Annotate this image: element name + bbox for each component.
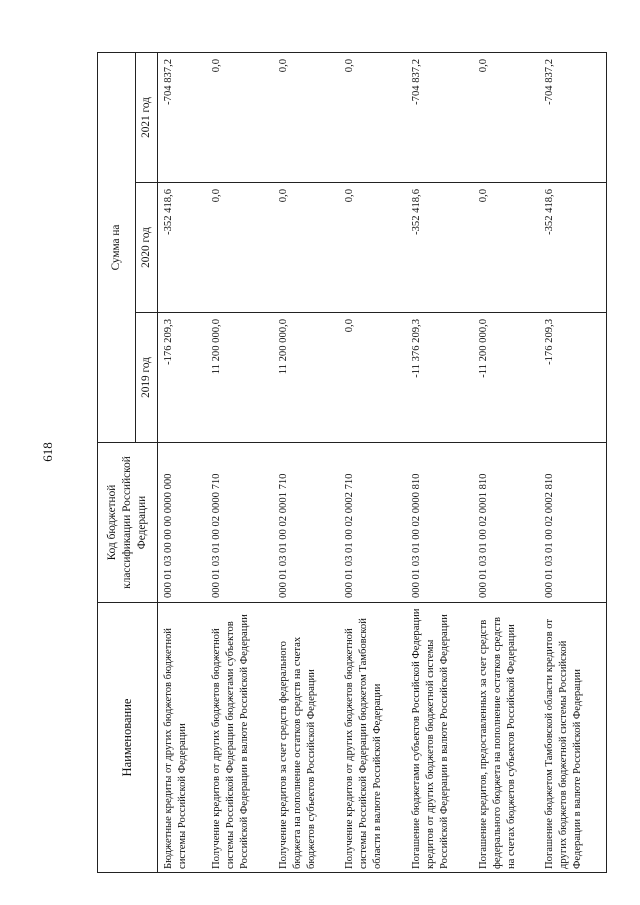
row-value-2021: 0,0 <box>273 52 340 182</box>
budget-table <box>97 52 607 873</box>
row-name: Погашение кредитов, предоставленных за счет средств федерального бюджета на пополнение остатков средств на счетах бюджетов субъектов Российской Федерации <box>473 603 540 873</box>
table-row <box>158 52 207 872</box>
row-value-2019: 0,0 <box>339 313 406 443</box>
header-year-2020: 2020 год <box>136 183 158 313</box>
row-value-2020: -352 418,6 <box>406 183 473 313</box>
row-name: Бюджетные кредиты от других бюджетов бюджетной системы Российской Федерации <box>158 603 207 873</box>
row-value-2020: 0,0 <box>273 183 340 313</box>
row-value-2020: 0,0 <box>473 183 540 313</box>
row-value-2019: -11 200 000,0 <box>473 313 540 443</box>
row-value-2021: -704 837,2 <box>158 52 207 182</box>
header-year-2019: 2019 год <box>136 313 158 443</box>
row-name: Получение кредитов от других бюджетов бюджетной системы Российской Федерации бюджетом Тамбовской области в валюте Российской Федерации <box>339 603 406 873</box>
header-sum: Сумма на <box>98 52 136 442</box>
row-name: Погашение бюджетами субъектов Российской Федерации кредитов от других бюджетов бюджетной системы Российской Федерации в валюте Российской Федерации <box>406 603 473 873</box>
row-code: 000 01 03 01 00 02 0002 810 <box>539 443 606 603</box>
row-code: 000 01 03 01 00 02 0000 710 <box>206 443 273 603</box>
row-code: 000 01 03 00 00 00 0000 000 <box>158 443 207 603</box>
row-value-2021: 0,0 <box>339 52 406 182</box>
row-value-2019: -176 209,3 <box>158 313 207 443</box>
row-value-2021: 0,0 <box>206 52 273 182</box>
table-row <box>273 52 340 872</box>
row-value-2019: 11 200 000,0 <box>206 313 273 443</box>
row-value-2020: 0,0 <box>339 183 406 313</box>
header-code: Код бюджетной классификации Российской Федерации <box>98 443 158 603</box>
rotated-table-container <box>97 53 607 873</box>
table-row <box>339 52 406 872</box>
row-name: Погашение бюджетом Тамбовской области кредитов от других бюджетов бюджетной системы Российской Федерации в валюте Российской Федерации <box>539 603 606 873</box>
row-code: 000 01 03 01 00 02 0001 710 <box>273 443 340 603</box>
row-value-2020: 0,0 <box>206 183 273 313</box>
row-code: 000 01 03 01 00 02 0000 810 <box>406 443 473 603</box>
row-name: Получение кредитов за счет средств федерального бюджета на пополнение остатков средств на счетах бюджетов субъектов Российской Федерации <box>273 603 340 873</box>
row-code: 000 01 03 01 00 02 0002 710 <box>339 443 406 603</box>
row-value-2020: -352 418,6 <box>539 183 606 313</box>
row-value-2019: -11 376 209,3 <box>406 313 473 443</box>
row-code: 000 01 03 01 00 02 0001 810 <box>473 443 540 603</box>
header-name: Наименование <box>98 603 158 873</box>
page-number: 618 <box>40 442 55 462</box>
row-name: Получение кредитов от других бюджетов бюджетной системы Российской Федерации бюджетами субъектов Российской Федерации в валюте Российской Федерации <box>206 603 273 873</box>
row-value-2019: 11 200 000,0 <box>273 313 340 443</box>
row-value-2021: -704 837,2 <box>406 52 473 182</box>
row-value-2019: -176 209,3 <box>539 313 606 443</box>
table-row <box>473 52 540 872</box>
table-row <box>539 52 606 872</box>
row-value-2021: -704 837,2 <box>539 52 606 182</box>
table-row <box>406 52 473 872</box>
row-value-2020: -352 418,6 <box>158 183 207 313</box>
row-value-2021: 0,0 <box>473 52 540 182</box>
header-year-2021: 2021 год <box>136 52 158 182</box>
table-row <box>206 52 273 872</box>
